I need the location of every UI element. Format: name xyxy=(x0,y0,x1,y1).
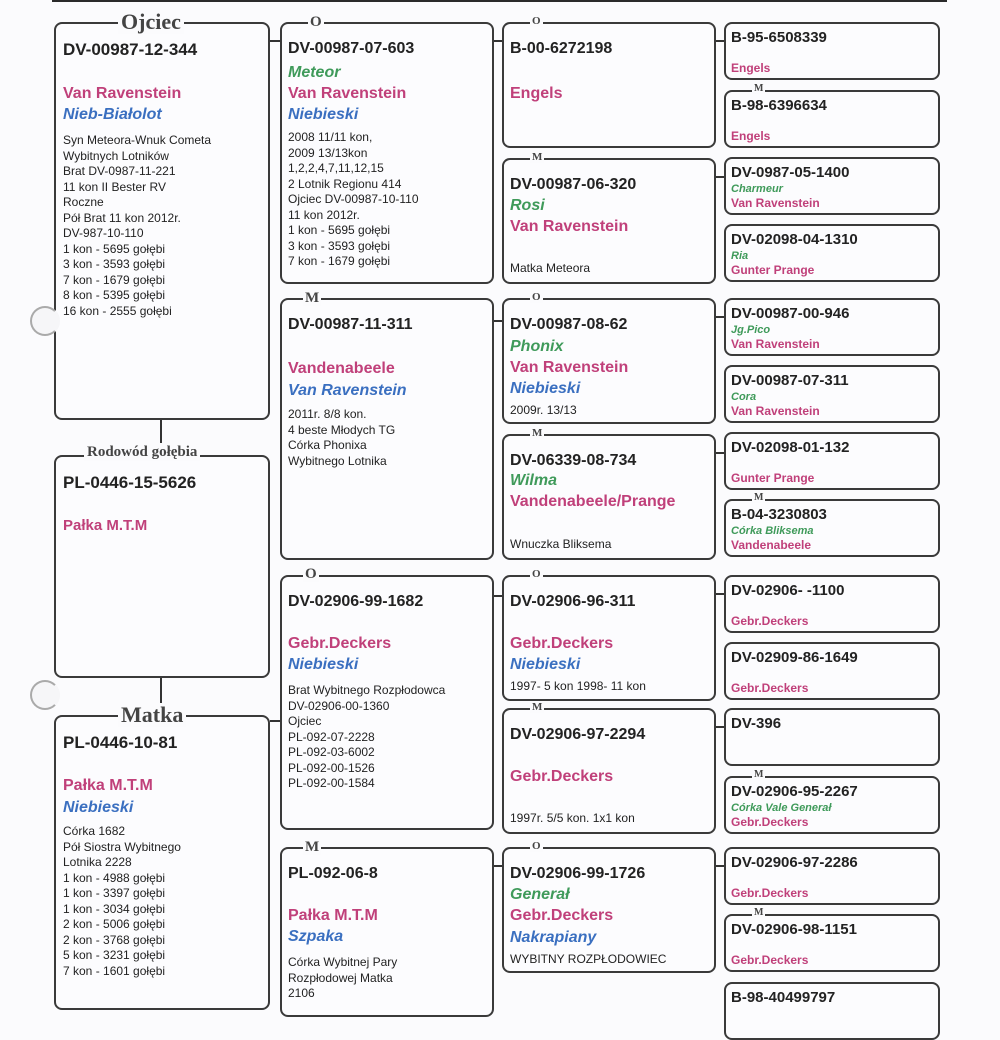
connector-father-gen2 xyxy=(270,40,280,42)
gen3-sex-label: O xyxy=(532,568,541,580)
gen3-sex-label: O xyxy=(532,291,541,303)
gen3-colour: Niebieski xyxy=(510,656,581,673)
gen4-breeder: Van Ravenstein xyxy=(731,337,820,351)
gen4-breeder: Gebr.Deckers xyxy=(731,815,809,829)
gen4-breeder: Gebr.Deckers xyxy=(731,681,809,695)
gen2-card-2 xyxy=(280,298,494,560)
connector-gen3-gen4 xyxy=(716,176,724,178)
gen4-sex-label: M xyxy=(754,83,764,94)
gen2-notes: 2008 11/11 kon, 2009 13/13kon 1,2,2,4,7,11,12,15 2 Lotnik Regionu 414 Ojciec DV-00987-10-110 11 kon 2012r. 1 kon - 5695 gołębi 3 kon - 3593 gołębi 7 kon - 1679 gołębi xyxy=(288,130,419,268)
gen3-breeder: Engels xyxy=(510,85,563,102)
gen2-breeder: Gebr.Deckers xyxy=(288,635,392,652)
gen3-breeder: Vandenabeele/Prange xyxy=(510,493,676,510)
gen2-ring-number: DV-02906-99-1682 xyxy=(288,593,424,610)
connector-gen2-gen3 xyxy=(494,320,502,322)
gen3-colour: Nakrapiany xyxy=(510,929,597,946)
gen3-card-1 xyxy=(502,22,716,148)
gen4-ring-number: DV-02906-98-1151 xyxy=(731,921,857,938)
gen4-ring-number: DV-396 xyxy=(731,715,782,732)
father-card xyxy=(54,22,270,420)
gen2-breeder: Van Ravenstein xyxy=(288,85,407,102)
gen3-breeder: Gebr.Deckers xyxy=(510,768,614,785)
gen3-card-2 xyxy=(502,158,716,284)
gen3-ring-number: DV-00987-08-62 xyxy=(510,316,628,333)
gen4-card xyxy=(724,914,940,972)
connector-gen3-gen4 xyxy=(716,593,724,595)
gen3-card-5 xyxy=(502,575,716,701)
gen4-breeder: Engels xyxy=(731,129,771,143)
gen4-ring-number: B-04-3230803 xyxy=(731,506,827,523)
gen4-ring-number: DV-0987-05-1400 xyxy=(731,164,850,181)
gen3-notes: WYBITNY ROZPŁODOWIEC xyxy=(510,952,667,966)
father-notes: Syn Meteora-Wnuk Cometa Wybitnych Lotników Brat DV-0987-11-221 11 kon II Bester RV Roczne Pół Brat 11 kon 2012r. DV-987-10-110 1 kon - 5695 gołębi 3 kon - 3593 gołębi 7 kon - 1679 gołębi 8 kon - 5395 gołębi 16 kon - 2555 gołębi xyxy=(63,133,212,318)
gen4-card xyxy=(724,708,940,766)
gen3-ring-number: DV-06339-08-734 xyxy=(510,452,637,469)
gen4-ring-number: DV-02098-04-1310 xyxy=(731,231,858,248)
gen4-card xyxy=(724,642,940,700)
gen4-ring-number: DV-02906- -1100 xyxy=(731,582,845,599)
gen4-pigeon-name: Jg.Pico xyxy=(731,324,771,336)
gen2-notes: Córka Wybitnej Pary Rozpłodowej Matka 2106 xyxy=(288,955,398,1000)
gen2-card-4 xyxy=(280,847,494,1017)
gen4-sex-label: M xyxy=(754,769,764,780)
gen3-card-6 xyxy=(502,708,716,834)
gen3-sex-label: O xyxy=(532,840,541,852)
gen3-pigeon-name: Wilma xyxy=(510,472,557,489)
gen4-sex-label: M xyxy=(754,907,764,918)
gen2-notes: Brat Wybitnego Rozpłodowca DV-02906-00-1360 Ojciec PL-092-07-2228 PL-092-03-6002 PL-092-00-1526 PL-092-00-1584 xyxy=(288,683,446,790)
gen4-ring-number: DV-00987-00-946 xyxy=(731,305,850,322)
gen4-pigeon-name: Charmeur xyxy=(731,183,783,195)
gen4-pigeon-name: Ria xyxy=(731,250,749,262)
gen4-card xyxy=(724,22,940,80)
gen4-card xyxy=(724,575,940,633)
gen4-ring-number: DV-02098-01-132 xyxy=(731,439,850,456)
gen2-card-1 xyxy=(280,22,494,284)
connector-gen2-gen3 xyxy=(494,40,502,42)
gen2-colour: Szpaka xyxy=(288,928,344,945)
gen3-ring-number: B-00-6272198 xyxy=(510,40,613,57)
gen4-card xyxy=(724,432,940,490)
connector-mother-gen2 xyxy=(270,720,280,722)
connector-gen3-gen4 xyxy=(716,452,724,454)
gen2-notes: 2011r. 8/8 kon. 4 beste Młodych TG Córka Phonixa Wybitnego Lotnika xyxy=(288,407,396,468)
mother-breeder: Pałka M.T.M xyxy=(63,777,153,794)
gen4-breeder: Gebr.Deckers xyxy=(731,886,809,900)
connector-gen3-gen4 xyxy=(716,865,724,867)
mother-ring-number: PL-0446-10-81 xyxy=(63,733,178,752)
gen2-sex-label: O xyxy=(305,566,317,582)
binder-hole-top xyxy=(30,306,60,336)
gen4-pigeon-name: Cora xyxy=(731,391,757,403)
gen3-notes: Wnuczka Bliksema xyxy=(510,537,612,551)
gen4-breeder: Vandenabeele xyxy=(731,538,812,552)
gen3-sex-label: M xyxy=(532,427,543,439)
gen3-ring-number: DV-02906-97-2294 xyxy=(510,726,646,743)
connector-gen2-gen3 xyxy=(494,595,502,597)
gen4-card xyxy=(724,298,940,356)
gen4-sex-label: M xyxy=(754,492,764,503)
gen4-card xyxy=(724,365,940,423)
gen3-breeder: Van Ravenstein xyxy=(510,359,629,376)
gen2-card-3 xyxy=(280,575,494,830)
gen4-pigeon-name: Córka Vale Generał xyxy=(731,802,832,814)
mother-colour: Niebieski xyxy=(63,799,134,816)
gen4-breeder: Engels xyxy=(731,61,771,75)
header-strip xyxy=(640,0,940,4)
subject-ring-number: PL-0446-15-5626 xyxy=(63,473,197,492)
connector-gen3-gen4 xyxy=(716,316,724,318)
gen3-breeder: Gebr.Deckers xyxy=(510,907,614,924)
gen4-ring-number: B-95-6508339 xyxy=(731,29,827,46)
gen4-card xyxy=(724,776,940,834)
gen2-breeder: Vandenabeele xyxy=(288,360,395,377)
gen3-card-7 xyxy=(502,847,716,973)
gen3-card-4 xyxy=(502,434,716,560)
binder-hole-bottom xyxy=(30,680,60,710)
gen3-breeder: Gebr.Deckers xyxy=(510,635,614,652)
father-breeder: Van Ravenstein xyxy=(63,85,182,102)
gen3-notes: 1997r. 5/5 kon. 1x1 kon xyxy=(510,811,635,825)
gen3-ring-number: DV-02906-99-1726 xyxy=(510,865,646,882)
gen2-sex-label: M xyxy=(305,290,320,306)
gen3-pigeon-name: Phonix xyxy=(510,338,564,355)
mother-notes: Córka 1682 Pół Siostra Wybitnego Lotnika 2228 1 kon - 4988 gołębi 1 kon - 3397 gołębi 1 kon - 3034 gołębi 2 kon - 5006 gołębi 2 kon - 3768 gołębi 5 kon - 3231 gołębi 7 kon - 1601 gołębi xyxy=(63,824,181,978)
gen3-sex-label: O xyxy=(532,15,541,27)
gen2-ring-number: DV-00987-07-603 xyxy=(288,40,415,57)
gen4-card xyxy=(724,90,940,148)
gen3-sex-label: M xyxy=(532,701,543,713)
gen4-ring-number: DV-02906-97-2286 xyxy=(731,854,858,871)
gen4-breeder: Gebr.Deckers xyxy=(731,614,809,628)
gen4-ring-number: DV-00987-07-311 xyxy=(731,372,849,389)
gen4-ring-number: B-98-40499797 xyxy=(731,989,836,1006)
dam-label: Matka xyxy=(118,703,186,727)
father-ring-number: DV-00987-12-344 xyxy=(63,40,198,59)
gen2-sex-label: M xyxy=(305,839,320,855)
gen4-card xyxy=(724,847,940,905)
gen4-ring-number: B-98-6396634 xyxy=(731,97,827,114)
gen2-colour: Niebieski xyxy=(288,106,359,123)
gen4-ring-number: DV-02909-86-1649 xyxy=(731,649,858,666)
gen3-notes: 1997- 5 kon 1998- 11 kon xyxy=(510,679,646,693)
gen3-card-3 xyxy=(502,298,716,424)
gen4-card xyxy=(724,982,940,1040)
gen4-card xyxy=(724,499,940,557)
gen2-ring-number: DV-00987-11-311 xyxy=(288,316,413,333)
gen4-ring-number: DV-02906-95-2267 xyxy=(731,783,858,800)
gen3-breeder: Van Ravenstein xyxy=(510,218,629,235)
connector-gen3-gen4 xyxy=(716,40,724,42)
gen4-breeder: Gunter Prange xyxy=(731,263,815,277)
gen3-sex-label: M xyxy=(532,151,543,163)
father-colour: Nieb-Białolot xyxy=(63,106,162,123)
gen3-ring-number: DV-00987-06-320 xyxy=(510,176,637,193)
gen2-colour: Van Ravenstein xyxy=(288,382,407,399)
pedigree-label: Rodowód gołębia xyxy=(84,443,200,461)
subject-card xyxy=(54,455,270,678)
gen2-ring-number: PL-092-06-8 xyxy=(288,865,378,882)
gen4-card xyxy=(724,224,940,282)
sire-label: Ojciec xyxy=(118,10,184,34)
connector-gen2-gen3 xyxy=(494,865,502,867)
gen2-sex-label: O xyxy=(310,14,322,30)
gen4-pigeon-name: Córka Bliksema xyxy=(731,525,814,537)
gen3-ring-number: DV-02906-96-311 xyxy=(510,593,636,610)
gen3-pigeon-name: Rosi xyxy=(510,197,545,214)
gen3-colour: Niebieski xyxy=(510,380,581,397)
gen2-breeder: Pałka M.T.M xyxy=(288,907,378,924)
gen3-notes: 2009r. 13/13 xyxy=(510,403,577,417)
gen3-notes: Matka Meteora xyxy=(510,261,591,275)
gen3-pigeon-name: Generał xyxy=(510,886,570,903)
gen2-colour: Niebieski xyxy=(288,656,359,673)
gen4-card xyxy=(724,157,940,215)
mother-card xyxy=(54,715,270,1010)
gen4-breeder: Gebr.Deckers xyxy=(731,953,809,967)
connector-gen3-gen4 xyxy=(716,726,724,728)
subject-breeder: Pałka M.T.M xyxy=(63,517,148,534)
gen4-breeder: Van Ravenstein xyxy=(731,196,820,210)
gen4-breeder: Van Ravenstein xyxy=(731,404,820,418)
gen2-pigeon-name: Meteor xyxy=(288,64,341,81)
gen4-breeder: Gunter Prange xyxy=(731,471,815,485)
